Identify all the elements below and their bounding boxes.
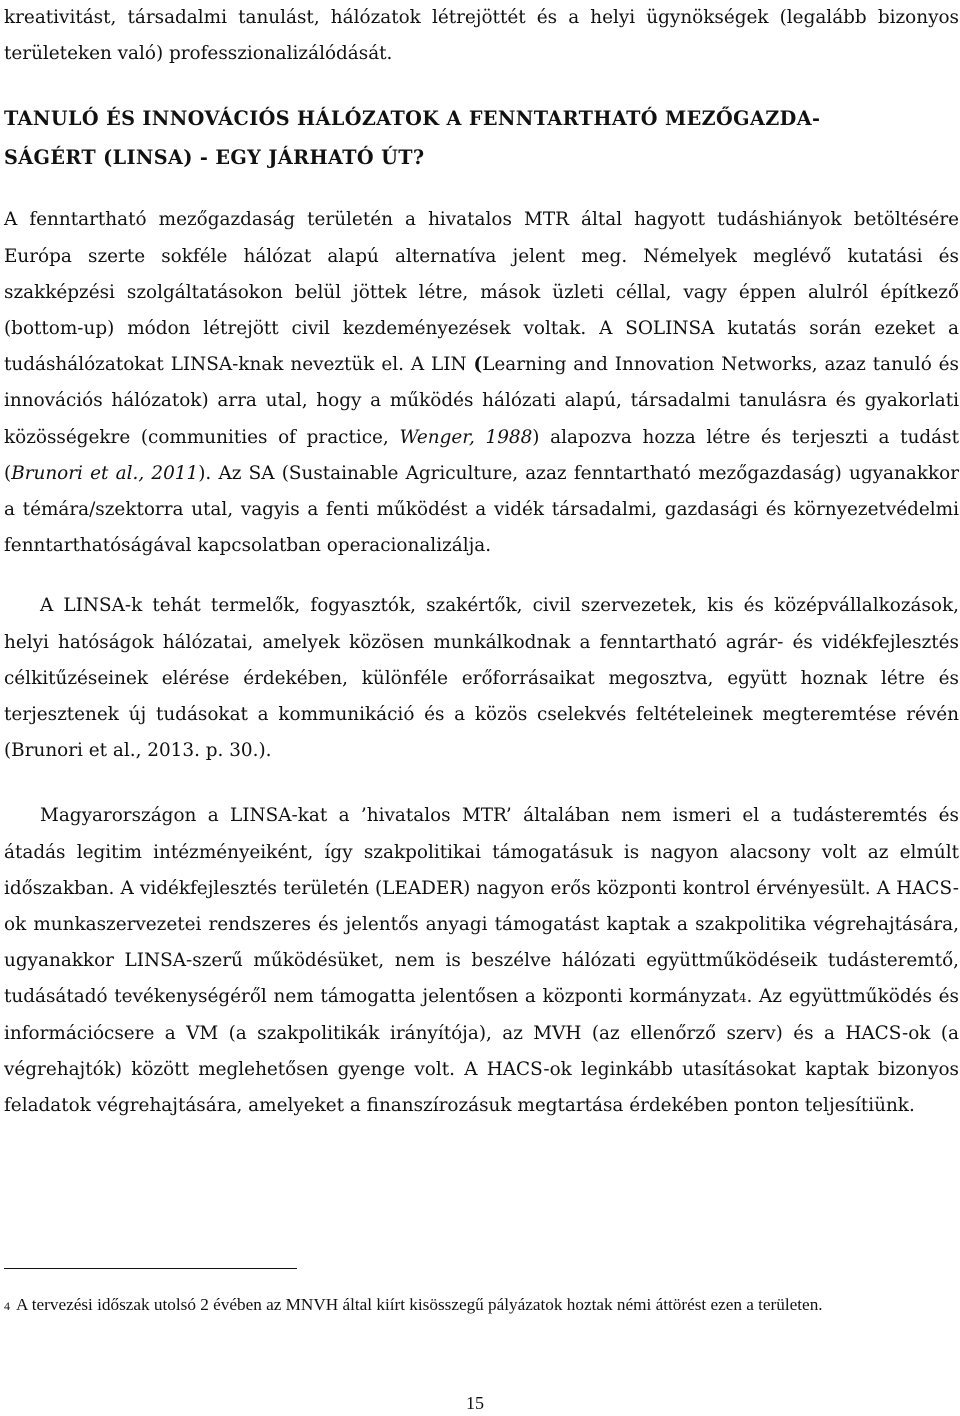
para1-text-c: ) alapozva hozza létre és terjeszti a tudást (: [4, 426, 959, 484]
intro-continuation: kreativitást, társadalmi tanulást, hálózatok létrejöttét és a helyi ügynökségek (legalább bizonyos területeken való) professzionalizálódását.: [4, 7, 959, 65]
paragraph-linsa-networks: A LINSA-k tehát termelők, fogyasztók, szakértők, civil szervezetek, kis és középvállalkozások, helyi hatóságok hálózatai, amelyek közösen munkálkodnak a fenntartható agrár- és vidékfejlesztés célkitűzéseinek elérése érdekében, különféle erőforrásaikat megosztva, együtt hoznak létre és terjesztenek új tudásokat a kommunikáció és a közös cselekvés feltételeinek megteremtése révén (Brunori et al., 2013. p. 30.).: [4, 595, 959, 762]
citation-wenger: Wenger, 1988: [399, 426, 533, 448]
citation-brunori: Brunori et al., 2011: [11, 462, 199, 484]
page-number: 15: [466, 1393, 484, 1413]
section-heading-line2: SÁGÉRT (LINSA) - EGY JÁRHATÓ ÚT?: [4, 146, 425, 170]
para3-text-a: Magyarországon a LINSA-kat a ’hivatalos MTR’ általában nem ismeri el a tudásteremtés és átadás legitim intézményeiként, így szakpolitikai támogatásuk is nagyon alacsony volt az elmúlt időszakban. A vidékfejlesztés területén (LEADER) nagyon erős központi kontrol érvényesült. A HACS-ok munkaszervezetei rendszeres és jelentős anyagi támogatást kaptak a szakpolitika végrehajtására, ugyanakkor LINSA-szerű működésüket, nem is beszélve hálózati együttműködéseik tudásteremtő, tudásátadó tevékenységéről nem támogatta jelentősen a központi kormányzat: [4, 805, 959, 1008]
section-heading: [4, 99, 959, 177]
footnote-separator: [4, 1268, 297, 1269]
para1-text-b: Learning and Innovation Networks, azaz tanuló és innovációs hálózatok) arra utal, hogy a működés hálózati alapú, társadalmi tanulásra és gyakorlati közösségekre (communities of practice,: [4, 354, 959, 448]
para3-text-b: . Az együttműködés és információcsere a VM (a szakpolitikák irányítója), az MVH (az ellenőrző szerv) és a HACS-ok (a végrehajtók) között meglehetősen gyenge volt. A HACS-ok leginkább utasításokat kaptak bizonyos feladatok végrehajtására, amelyeket a finanszírozásuk megtartása érdekében ponton teljesítiünk.: [4, 986, 959, 1117]
para1-text-d: ). Az SA (Sustainable Agriculture, azaz fenntartható mezőgazdaság) ugyanakkor a témára/szektorra utal, vagyis a fenti működést a vidék társadalmi, gazdasági és környezetvédelmi fenntarthatóságával kapcsolatban operacionalizálja.: [4, 462, 959, 557]
paragraph-hungary: [4, 798, 959, 1124]
paragraph-linsa-definition: [4, 202, 959, 564]
para1-paren: (: [473, 354, 483, 376]
footnote-text: A tervezési időszak utolsó 2 évében az MNVH által kiírt kisösszegű pályázatok hoztak némi áttörést ezen a területen.: [16, 1295, 823, 1314]
para1-text-a: A fenntartható mezőgazdaság területén a hivatalos MTR által hagyott tudáshiányok betöltésére Európa szerte sokféle hálózat alapú alternatíva jelent meg. Némelyek meglévő kutatási és szakképzési szolgáltatásokon belül jöttek létre, mások üzleti céllal, vagy éppen alulról építkező (bottom-up) módon létrejött civil kezdeményezések voltak. A SOLINSA kutatás során ezeket a tudáshálózatokat LINSA-knak neveztük el. A LIN: [4, 209, 959, 376]
footnote-number: 4: [4, 1299, 10, 1313]
footnote-reference[interactable]: 4: [738, 991, 747, 1006]
section-heading-line1: TANULÓ ÉS INNOVÁCIÓS HÁLÓZATOK A FENNTARTHATÓ MEZŐGAZDA-: [4, 107, 821, 131]
document-page: [4, 0, 959, 1124]
footnote: [4, 1293, 959, 1318]
